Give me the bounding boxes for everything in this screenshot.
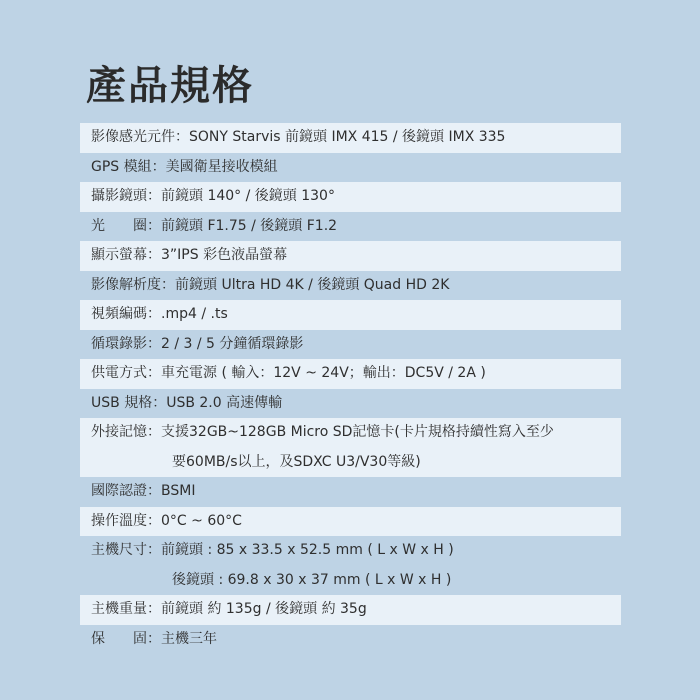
spec-label: USB 規格： bbox=[91, 394, 167, 411]
spec-row-lens bbox=[80, 182, 621, 212]
spec-row-sensor bbox=[80, 123, 621, 153]
spec-label: 視頻編碼： bbox=[91, 306, 161, 322]
spec-row-warranty bbox=[80, 625, 621, 655]
spec-value: 0°C ~ 60°C bbox=[161, 512, 242, 529]
spec-row-storage bbox=[80, 418, 621, 477]
spec-value: 主機三年 bbox=[161, 630, 217, 647]
spec-label: 供電方式： bbox=[91, 365, 161, 381]
spec-label: 影像解析度： bbox=[91, 276, 175, 293]
spec-row-power bbox=[80, 359, 621, 389]
spec-value: 前鏡頭 140° / 後鏡頭 130° bbox=[161, 188, 335, 204]
spec-table bbox=[80, 123, 621, 654]
spec-label: 攝影鏡頭： bbox=[91, 188, 161, 204]
spec-value-continued: 要60MB/s以上，及SDXC U3/V30等級) bbox=[172, 453, 421, 470]
spec-value: USB 2.0 高速傳輸 bbox=[166, 394, 283, 411]
spec-label: 操作溫度： bbox=[91, 512, 161, 529]
spec-row-gps bbox=[80, 153, 621, 183]
spec-row-certification bbox=[80, 477, 621, 507]
spec-value: BSMI bbox=[161, 483, 196, 499]
spec-label: 影像感光元件： bbox=[91, 129, 189, 145]
spec-label: 循環錄影： bbox=[91, 335, 161, 352]
spec-value: 前鏡頭 Ultra HD 4K / 後鏡頭 Quad HD 2K bbox=[175, 276, 450, 293]
spec-label: 主機尺寸： bbox=[91, 542, 161, 558]
spec-label: GPS 模組： bbox=[91, 158, 166, 175]
spec-label: 保 固： bbox=[91, 630, 161, 647]
spec-row-codec bbox=[80, 300, 621, 330]
spec-row-weight bbox=[80, 595, 621, 625]
spec-value: 前鏡頭 : 85 x 33.5 x 52.5 mm ( L x W x H ) bbox=[161, 542, 454, 558]
spec-row-dimensions bbox=[80, 536, 621, 595]
spec-row-display bbox=[80, 241, 621, 271]
spec-label: 主機重量： bbox=[91, 601, 161, 617]
spec-value-continued: 後鏡頭 : 69.8 x 30 x 37 mm ( L x W x H ) bbox=[172, 571, 452, 588]
spec-row-resolution bbox=[80, 271, 621, 301]
spec-value: 前鏡頭 約 135g / 後鏡頭 約 35g bbox=[161, 601, 367, 617]
spec-row-usb bbox=[80, 389, 621, 419]
page-title: 產品規格 bbox=[86, 63, 254, 109]
spec-value: 支援32GB~128GB Micro SD記憶卡(卡片規格持續性寫入至少 bbox=[161, 424, 554, 440]
spec-value: 2 / 3 / 5 分鐘循環錄影 bbox=[161, 335, 304, 352]
spec-value: .mp4 / .ts bbox=[161, 306, 228, 322]
spec-value: 3”IPS 彩色液晶螢幕 bbox=[161, 247, 288, 263]
spec-row-loop-recording bbox=[80, 330, 621, 360]
spec-label: 國際認證： bbox=[91, 483, 161, 499]
spec-row-aperture bbox=[80, 212, 621, 242]
spec-value: 車充電源 ( 輸入：12V ~ 24V；輸出：DC5V / 2A ) bbox=[161, 365, 486, 381]
spec-label: 外接記憶： bbox=[91, 424, 161, 440]
spec-value: SONY Starvis 前鏡頭 IMX 415 / 後鏡頭 IMX 335 bbox=[189, 129, 506, 145]
spec-label: 顯示螢幕： bbox=[91, 247, 161, 263]
spec-label: 光 圈： bbox=[91, 217, 161, 234]
spec-value: 前鏡頭 F1.75 / 後鏡頭 F1.2 bbox=[161, 217, 338, 234]
spec-row-temperature bbox=[80, 507, 621, 537]
spec-value: 美國衛星接收模組 bbox=[165, 158, 278, 175]
